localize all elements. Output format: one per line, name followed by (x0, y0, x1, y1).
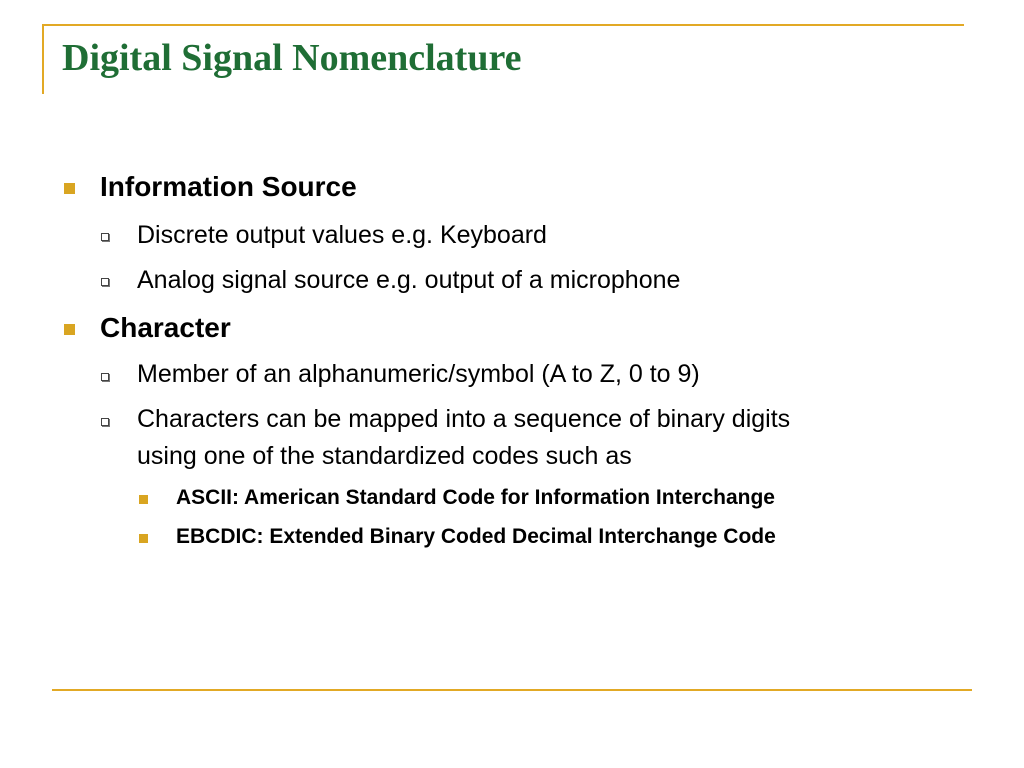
square-bullet-icon (139, 495, 148, 504)
slide-title: Digital Signal Nomenclature (62, 37, 522, 79)
frame-top-rule (42, 24, 964, 26)
hollow-square-bullet-icon (101, 418, 109, 426)
hollow-square-bullet-icon (101, 373, 109, 381)
hollow-square-bullet-icon (101, 278, 109, 286)
sub-bullet-member: Member of an alphanumeric/symbol (A to Z, 0 to 9) (137, 360, 700, 388)
square-bullet-icon (64, 183, 75, 194)
square-bullet-icon (64, 324, 75, 335)
code-item-ascii: ASCII: American Standard Code for Information Interchange (176, 486, 775, 509)
sub-bullet-characters-line2: using one of the standardized codes such as (137, 442, 632, 470)
sub-bullet-characters-line1: Characters can be mapped into a sequence of binary digits (137, 405, 791, 433)
bullet-information-source: Information Source (100, 171, 357, 202)
hollow-square-bullet-icon (101, 233, 109, 241)
sub-bullet-analog: Analog signal source e.g. output of a microphone (137, 266, 681, 294)
sub-bullet-discrete: Discrete output values e.g. Keyboard (137, 221, 547, 249)
bullet-character: Character (100, 312, 231, 343)
code-item-ebcdic: EBCDIC: Extended Binary Coded Decimal Interchange Code (176, 525, 776, 548)
square-bullet-icon (139, 534, 148, 543)
frame-left-rule (42, 24, 44, 94)
frame-bottom-rule (52, 689, 972, 691)
